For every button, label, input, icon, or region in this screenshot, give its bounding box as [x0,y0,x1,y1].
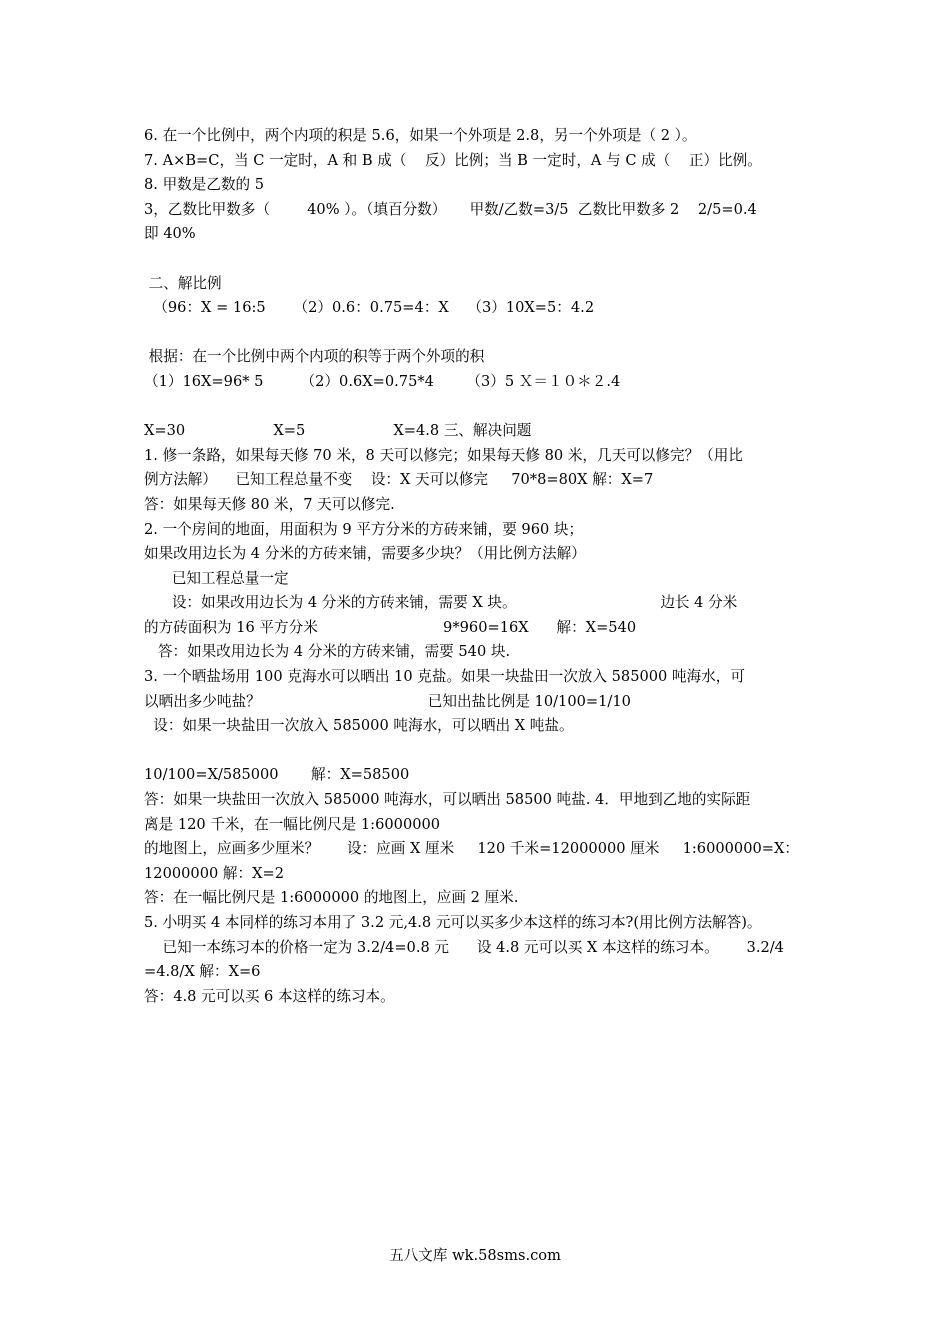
text-line-14: 1. 修一条路，如果每天修 70 米，8 天可以修完；如果每天修 80 米，几天可以修完？（用比 [144,446,743,464]
text-line-25: 设：如果一块盐田一次放入 585000 吨海水，可以晒出 X 吨盐。 [144,717,574,735]
blank-line [144,247,814,272]
text-line-13: X=30 X=5 X=4.8 三、解决问题 [144,422,532,440]
text-line-16: 答：如果每天修 80 米，7 天可以修完. [144,495,395,513]
section-heading-2: 二、解比例 [144,274,222,292]
text-line-29: 离是 120 千米，在一幅比例尺是 1:6000000 [144,815,441,833]
text-line-11: （1）16X=96* 5 （2）0.6X=0.75*4 （3）5 Ｘ＝１０＊２.4 [144,372,621,390]
blank-line [144,395,814,420]
page-footer: 五八文库 wk.58sms.com [389,1247,561,1264]
text-line-3: 8. 甲数是乙数的 5 [144,176,265,194]
text-line-2: 7. A×B=C，当 C 一定时，A 和 B 成（ 反）比例；当 B 一定时，A 与 C 成（ 正）比例。 [144,151,762,169]
document-body [144,124,814,1009]
text-line-31: 12000000 解：X=2 [144,864,285,882]
text-line-22: 答：如果改用边长为 4 分米的方砖来铺，需要 540 块. [144,643,511,661]
text-line-21: 的方砖面积为 16 平方分米 9*960=16X 解：X=540 [144,618,637,636]
text-line-20: 设：如果改用边长为 4 分米的方砖来铺，需要 X 块。 边长 4 分米 [144,594,738,612]
text-line-34: 已知一本练习本的价格一定为 3.2/4=0.8 元 设 4.8 元可以买 X 本这样的练习本。 3.2/4 [144,938,784,956]
text-line-17: 2. 一个房间的地面，用面积为 9 平方分米的方砖来铺，要 960 块； [144,520,584,538]
text-line-4: 3，乙数比甲数多（ 40% ）。（填百分数） 甲数/乙数=3/5 乙数比甲数多 2 2/5=0.4 [144,200,757,218]
text-line-18: 如果改用边长为 4 分米的方砖来铺，需要多少块？（用比例方法解） [144,545,586,563]
text-line-19: 已知工程总量一定 [144,569,289,587]
text-line-28: 答：如果一块盐田一次放入 585000 吨海水，可以晒出 58500 吨盐. 4．甲地到乙地的实际距 [144,791,751,809]
text-line-1: 6. 在一个比例中，两个内项的积是 5.6，如果一个外项是 2.8，另一个外项是（ 2 ）。 [144,127,697,144]
text-line-30: 的地图上，应画多少厘米？ 设：应画 X 厘米 120 千米=12000000 厘米 1:6000000=X： [144,840,800,858]
text-line-24: 以晒出多少吨盐？ 已知出盐比例是 10/100=1/10 [144,692,631,710]
text-line-23: 3. 一个晒盐场用 100 克海水可以晒出 10 克盐。如果一块盐田一次放入 585000 吨海水，可 [144,668,745,686]
text-line-15: 例方法解） 已知工程总量不变 设：X 天可以修完 70*8=80X 解：X=7 [144,471,654,489]
text-line-5: 即 40% [144,225,196,243]
text-line-35: =4.8/X 解：X=6 [144,963,261,981]
blank-line [144,739,814,764]
text-line-27: 10/100=X/585000 解：X=58500 [144,766,410,784]
text-line-8: （96：X = 16:5 （2）0.6：0.75=4：X （3）10X=5：4.2 [144,299,595,317]
text-line-32: 答：在一幅比例尺是 1:6000000 的地图上，应画 2 厘米. [144,889,519,907]
text-line-33: 5. 小明买 4 本同样的练习本用了 3.2 元,4.8 元可以买多少本这样的练习本?(用比例方法解答)。 [144,914,762,931]
text-line-36: 答：4.8 元可以买 6 本这样的练习本。 [144,987,395,1005]
blank-line [144,321,814,346]
text-line-10: 根据：在一个比例中两个内项的积等于两个外项的积 [144,348,485,366]
